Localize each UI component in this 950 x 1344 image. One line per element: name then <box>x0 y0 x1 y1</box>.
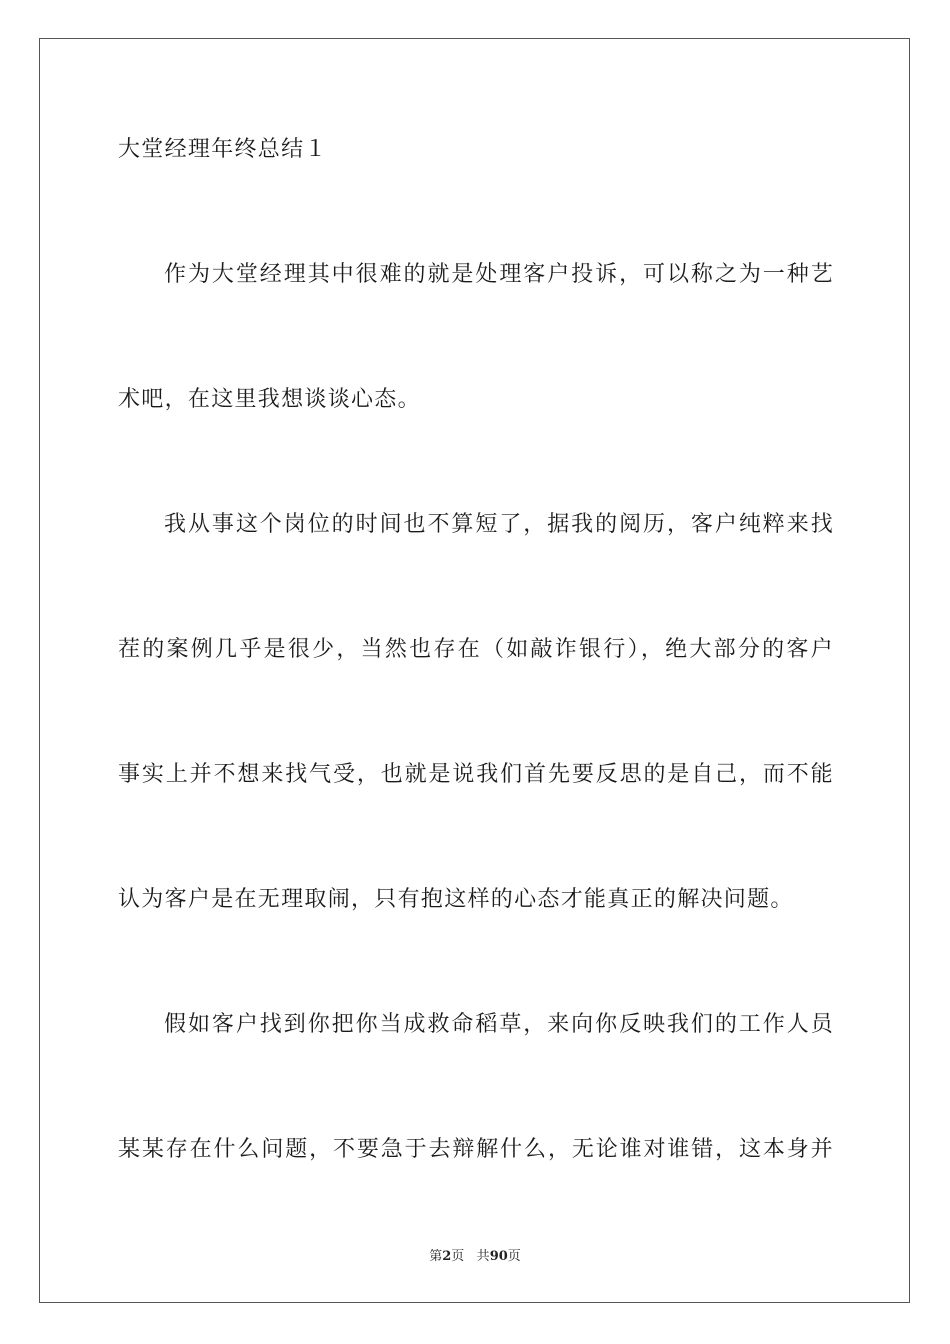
paragraph-line: 茬的案例几乎是很少，当然也存在（如敲诈银行），绝大部分的客户 <box>118 637 834 662</box>
paragraph-line: 我从事这个岗位的时间也不算短了，据我的阅历，客户纯粹来找 <box>164 512 834 537</box>
footer-page-number: 2 <box>442 1249 452 1264</box>
footer-total-prefix: 共 <box>476 1249 490 1264</box>
page-border <box>39 38 910 1303</box>
page-footer <box>0 1248 950 1266</box>
footer-total-suffix: 页 <box>507 1249 521 1264</box>
paragraph-line: 事实上并不想来找气受，也就是说我们首先要反思的是自己，而不能 <box>118 762 834 787</box>
footer-page-prefix: 第 <box>429 1249 443 1264</box>
paragraph-line: 术吧，在这里我想谈谈心态。 <box>118 387 421 412</box>
footer-page-suffix: 页 <box>451 1249 465 1264</box>
document-heading: 大堂经理年终总结１ <box>118 137 328 162</box>
paragraph-line: 某某存在什么问题，不要急于去辩解什么，无论谁对谁错，这本身并 <box>118 1137 834 1162</box>
paragraph-line: 假如客户找到你把你当成救命稻草，来向你反映我们的工作人员 <box>164 1012 834 1037</box>
paragraph-line: 作为大堂经理其中很难的就是处理客户投诉，可以称之为一种艺 <box>164 262 834 287</box>
paragraph-line: 认为客户是在无理取闹，只有抱这样的心态才能真正的解决问题。 <box>118 887 794 912</box>
footer-total-pages: 90 <box>489 1249 508 1264</box>
